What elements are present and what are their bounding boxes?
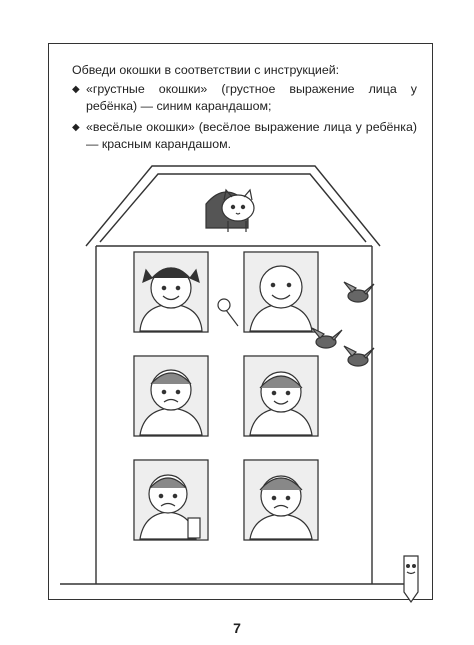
instruction-heading: Обведи окошки в соответствии с инструкцией: bbox=[72, 63, 340, 77]
flower-icon bbox=[218, 299, 238, 326]
bird-icon-3 bbox=[344, 346, 374, 366]
instruction-item-text: «весёлые окошки» (весёлое выражение лица у ребёнка) — красным карандашом. bbox=[86, 120, 417, 151]
bullet-icon: ◆ bbox=[72, 84, 80, 95]
pencil-mascot-icon bbox=[404, 556, 418, 602]
instruction-item-text: «грустные окошки» (грустное выражение лица у ребёнка) — синим карандашом; bbox=[86, 82, 417, 113]
page-number: 7 bbox=[233, 620, 241, 636]
bird-icon-1 bbox=[344, 282, 374, 302]
attic-window-cat bbox=[206, 190, 254, 232]
bullet-icon: ◆ bbox=[72, 122, 80, 133]
bird-icon-2 bbox=[312, 328, 342, 348]
